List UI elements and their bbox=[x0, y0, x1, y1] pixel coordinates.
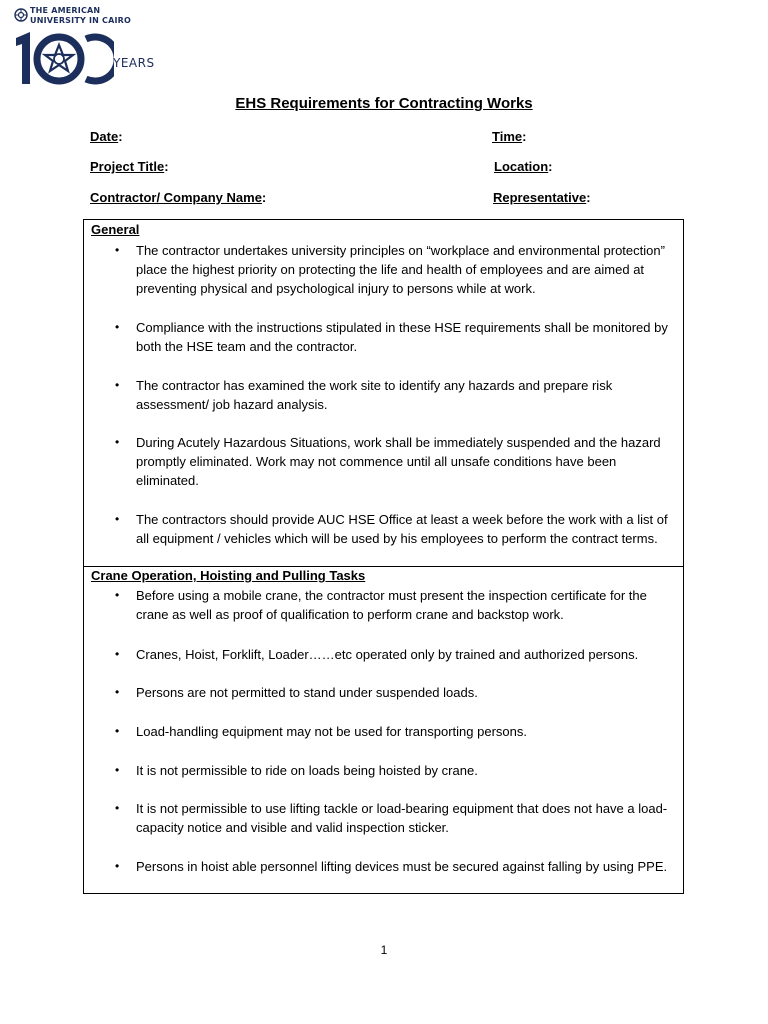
list-item-text: The contractor undertakes university principles on “workplace and environmental protection” place the highest priority on protecting the life and health of employees and are aimed at preventing physical and psychological injury to persons while at work. bbox=[136, 243, 665, 296]
date-label: Date bbox=[90, 129, 119, 144]
bullet-icon: • bbox=[115, 763, 120, 777]
project-title-label: Project Title bbox=[90, 159, 165, 174]
time-field: Time: bbox=[492, 129, 527, 144]
bullet-icon: • bbox=[115, 435, 120, 449]
bullet-icon: • bbox=[115, 724, 120, 738]
location-label: Location bbox=[494, 159, 549, 174]
bullet-icon: • bbox=[115, 801, 120, 815]
logo-text-line2: UNIVERSITY IN CAIRO bbox=[30, 16, 132, 25]
bullet-icon: • bbox=[115, 859, 120, 873]
list-item-text: It is not permissible to use lifting tackle or load-bearing equipment that does not have a load-capacity notice and visible and valid inspection sticker. bbox=[136, 801, 668, 835]
representative-label: Representative bbox=[493, 190, 587, 205]
time-label: Time bbox=[492, 129, 523, 144]
crane-section bbox=[83, 566, 684, 894]
list-item-text: Persons are not permitted to stand under suspended loads. bbox=[136, 685, 478, 700]
date-field: Date: bbox=[90, 129, 123, 144]
page-number: 1 bbox=[380, 943, 388, 957]
bullet-icon: • bbox=[115, 647, 120, 661]
contractor-label: Contractor/ Company Name bbox=[90, 190, 262, 205]
centennial-100-mark bbox=[14, 30, 114, 86]
bullet-icon: • bbox=[115, 588, 120, 602]
list-item-text: The contractors should provide AUC HSE Office at least a week before the work with a list of all equipment / vehicles which will be used by his employees to perform the contract terms. bbox=[136, 512, 668, 546]
list-item-text: Compliance with the instructions stipulated in these HSE requirements shall be monitored by both the HSE team and the contractor. bbox=[136, 320, 668, 354]
general-section bbox=[83, 219, 684, 567]
auc-seal-icon bbox=[14, 8, 28, 22]
document-title: EHS Requirements for Contracting Works bbox=[235, 95, 533, 112]
general-heading: General bbox=[91, 222, 140, 237]
list-item-text: Load-handling equipment may not be used for transporting persons. bbox=[136, 724, 527, 739]
auc-centennial-logo bbox=[14, 6, 155, 86]
list-item-text: It is not permissible to ride on loads being hoisted by crane. bbox=[136, 763, 478, 778]
logo-text-line1: THE AMERICAN bbox=[30, 6, 101, 15]
bullet-icon: • bbox=[115, 243, 120, 257]
bullet-icon: • bbox=[115, 512, 120, 526]
bullet-icon: • bbox=[115, 685, 120, 699]
bullet-icon: • bbox=[115, 378, 120, 392]
crane-heading: Crane Operation, Hoisting and Pulling Tasks bbox=[91, 568, 366, 583]
contractor-field: Contractor/ Company Name: bbox=[90, 190, 267, 205]
list-item-text: The contractor has examined the work site to identify any hazards and prepare risk assessment/ job hazard analysis. bbox=[136, 378, 613, 412]
list-item-text: Before using a mobile crane, the contractor must present the inspection certificate for the crane as well as proof of qualification to perform crane and backstop work. bbox=[136, 588, 647, 622]
bullet-icon: • bbox=[115, 320, 120, 334]
project-title-field: Project Title: bbox=[90, 159, 169, 174]
location-field: Location: bbox=[494, 159, 553, 174]
list-item-text: Persons in hoist able personnel lifting devices must be secured against falling by using PPE. bbox=[136, 859, 668, 874]
logo-years-text: YEARS bbox=[113, 56, 155, 70]
list-item-text: During Acutely Hazardous Situations, work shall be immediately suspended and the hazard promptly eliminated. Work may not commence until all unsafe conditions have been eliminated. bbox=[136, 435, 661, 488]
list-item-text: Cranes, Hoist, Forklift, Loader……etc operated only by trained and authorized persons. bbox=[136, 647, 639, 662]
representative-field: Representative: bbox=[493, 190, 591, 205]
